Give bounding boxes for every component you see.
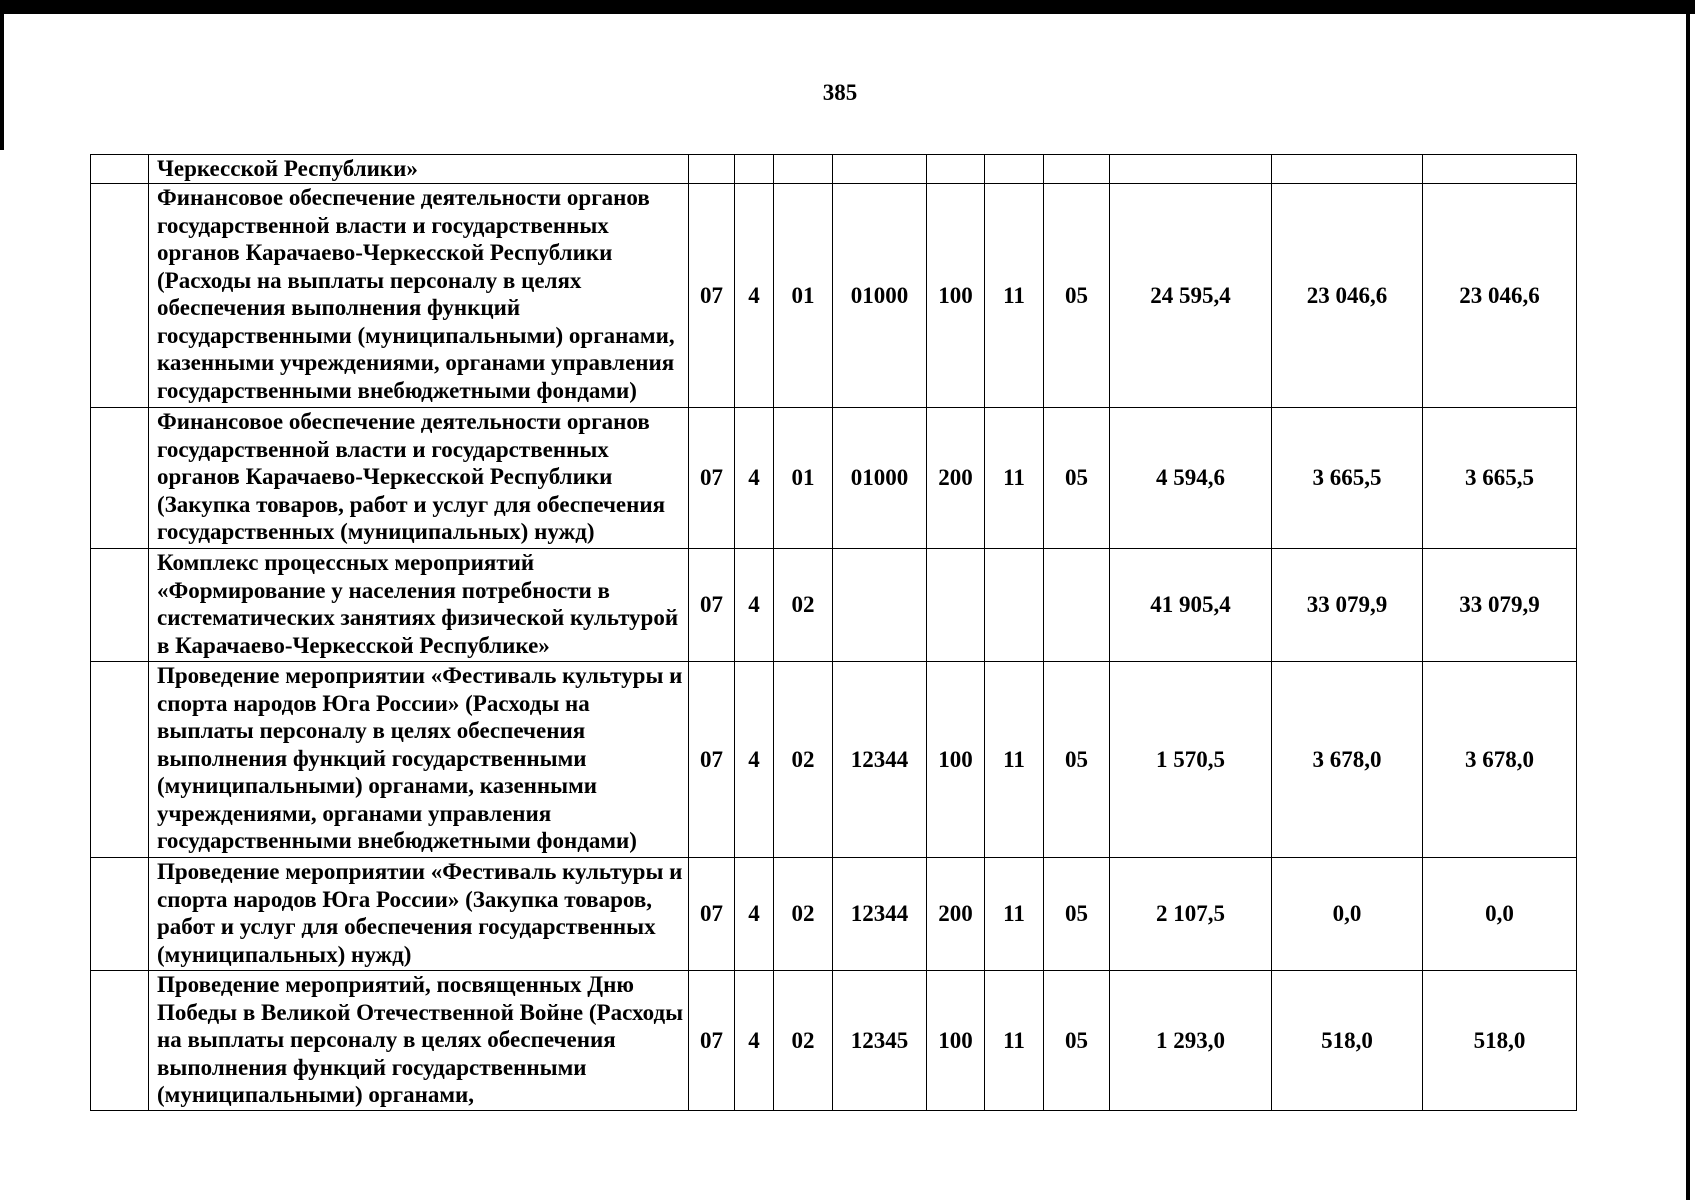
code-cell: 01	[774, 184, 833, 408]
code-cell: 11	[985, 971, 1044, 1111]
code-cell: 07	[689, 971, 735, 1111]
code-cell	[985, 549, 1044, 662]
code-cell: 07	[689, 662, 735, 858]
code-cell: 4	[735, 971, 774, 1111]
code-cell: 01	[774, 408, 833, 549]
amount-cell	[1272, 155, 1423, 184]
amount-cell: 24 595,4	[1110, 184, 1272, 408]
description-cell: Проведение мероприятии «Фестиваль культуры и спорта народов Юга России» (Расходы на выплаты персоналу в целях обеспечения выполнения функций государственными (муниципальными) органами, казенными учреждениями, органами управления государственными внебюджетными фондами)	[149, 662, 689, 858]
amount-cell: 3 678,0	[1423, 662, 1577, 858]
amount-cell: 23 046,6	[1272, 184, 1423, 408]
code-cell: 05	[1044, 662, 1110, 858]
amount-cell: 33 079,9	[1272, 549, 1423, 662]
code-cell: 4	[735, 858, 774, 971]
code-cell: 12345	[833, 971, 927, 1111]
scan-right-border	[1686, 0, 1690, 1200]
code-cell: 12344	[833, 858, 927, 971]
code-cell: 12344	[833, 662, 927, 858]
code-cell: 200	[927, 858, 985, 971]
amount-cell: 41 905,4	[1110, 549, 1272, 662]
row-number-cell	[91, 662, 149, 858]
amount-cell	[1423, 155, 1577, 184]
row-number-cell	[91, 858, 149, 971]
description-cell: Черкесской Республики»	[149, 155, 689, 184]
description-cell: Проведение мероприятии «Фестиваль культуры и спорта народов Юга России» (Закупка товаров, работ и услуг для обеспечения государственных (муниципальных) нужд)	[149, 858, 689, 971]
code-cell: 4	[735, 549, 774, 662]
page-number: 385	[822, 80, 858, 105]
code-cell: 02	[774, 662, 833, 858]
amount-cell: 1 293,0	[1110, 971, 1272, 1111]
code-cell: 02	[774, 971, 833, 1111]
table-row	[91, 971, 1577, 1111]
code-cell: 05	[1044, 408, 1110, 549]
scan-top-border	[0, 0, 1695, 14]
code-cell: 4	[735, 662, 774, 858]
amount-cell: 1 570,5	[1110, 662, 1272, 858]
amount-cell: 518,0	[1423, 971, 1577, 1111]
code-cell: 07	[689, 858, 735, 971]
code-cell: 07	[689, 184, 735, 408]
code-cell	[985, 155, 1044, 184]
code-cell: 11	[985, 184, 1044, 408]
code-cell: 05	[1044, 858, 1110, 971]
code-cell	[833, 155, 927, 184]
code-cell	[927, 155, 985, 184]
row-number-cell	[91, 408, 149, 549]
amount-cell: 3 665,5	[1272, 408, 1423, 549]
amount-cell: 3 665,5	[1423, 408, 1577, 549]
amount-cell: 518,0	[1272, 971, 1423, 1111]
code-cell: 4	[735, 408, 774, 549]
code-cell: 07	[689, 408, 735, 549]
row-number-cell	[91, 155, 149, 184]
code-cell: 11	[985, 408, 1044, 549]
budget-table	[90, 154, 1577, 1111]
amount-cell: 4 594,6	[1110, 408, 1272, 549]
amount-cell: 0,0	[1272, 858, 1423, 971]
code-cell: 05	[1044, 184, 1110, 408]
table-row	[91, 184, 1577, 408]
code-cell	[1044, 549, 1110, 662]
amount-cell	[1110, 155, 1272, 184]
code-cell: 100	[927, 184, 985, 408]
row-number-cell	[91, 184, 149, 408]
amount-cell: 0,0	[1423, 858, 1577, 971]
amount-cell: 2 107,5	[1110, 858, 1272, 971]
code-cell	[735, 155, 774, 184]
table-row	[91, 408, 1577, 549]
code-cell: 11	[985, 662, 1044, 858]
code-cell	[1044, 155, 1110, 184]
code-cell	[833, 549, 927, 662]
code-cell: 02	[774, 549, 833, 662]
amount-cell: 23 046,6	[1423, 184, 1577, 408]
row-number-cell	[91, 549, 149, 662]
table-row	[91, 549, 1577, 662]
amount-cell: 3 678,0	[1272, 662, 1423, 858]
code-cell: 01000	[833, 184, 927, 408]
description-cell: Проведение мероприятий, посвященных Дню Победы в Великой Отечественной Войне (Расходы на выплаты персоналу в целях обеспечения выполнения функций государственными (муниципальными) органами,	[149, 971, 689, 1111]
code-cell: 01000	[833, 408, 927, 549]
description-cell: Финансовое обеспечение деятельности органов государственной власти и государственных органов Карачаево-Черкесской Республики (Расходы на выплаты персоналу в целях обеспечения выполнения функций государственными (муниципальными) органами, казенными учреждениями, органами управления государственными внебюджетными фондами)	[149, 184, 689, 408]
code-cell: 11	[985, 858, 1044, 971]
code-cell: 100	[927, 971, 985, 1111]
code-cell	[774, 155, 833, 184]
code-cell: 4	[735, 184, 774, 408]
code-cell: 200	[927, 408, 985, 549]
description-cell: Финансовое обеспечение деятельности органов государственной власти и государственных органов Карачаево-Черкесской Республики (Закупка товаров, работ и услуг для обеспечения государственных (муниципальных) нужд)	[149, 408, 689, 549]
table-row	[91, 662, 1577, 858]
row-number-cell	[91, 971, 149, 1111]
code-cell: 05	[1044, 971, 1110, 1111]
code-cell: 07	[689, 549, 735, 662]
code-cell: 100	[927, 662, 985, 858]
description-cell: Комплекс процессных мероприятий «Формирование у населения потребности в систематических занятиях физической культурой в Карачаево-Черкесской Республике»	[149, 549, 689, 662]
table-row	[91, 155, 1577, 184]
code-cell	[689, 155, 735, 184]
table-row	[91, 858, 1577, 971]
amount-cell: 33 079,9	[1423, 549, 1577, 662]
scan-left-border	[0, 0, 4, 150]
code-cell	[927, 549, 985, 662]
code-cell: 02	[774, 858, 833, 971]
